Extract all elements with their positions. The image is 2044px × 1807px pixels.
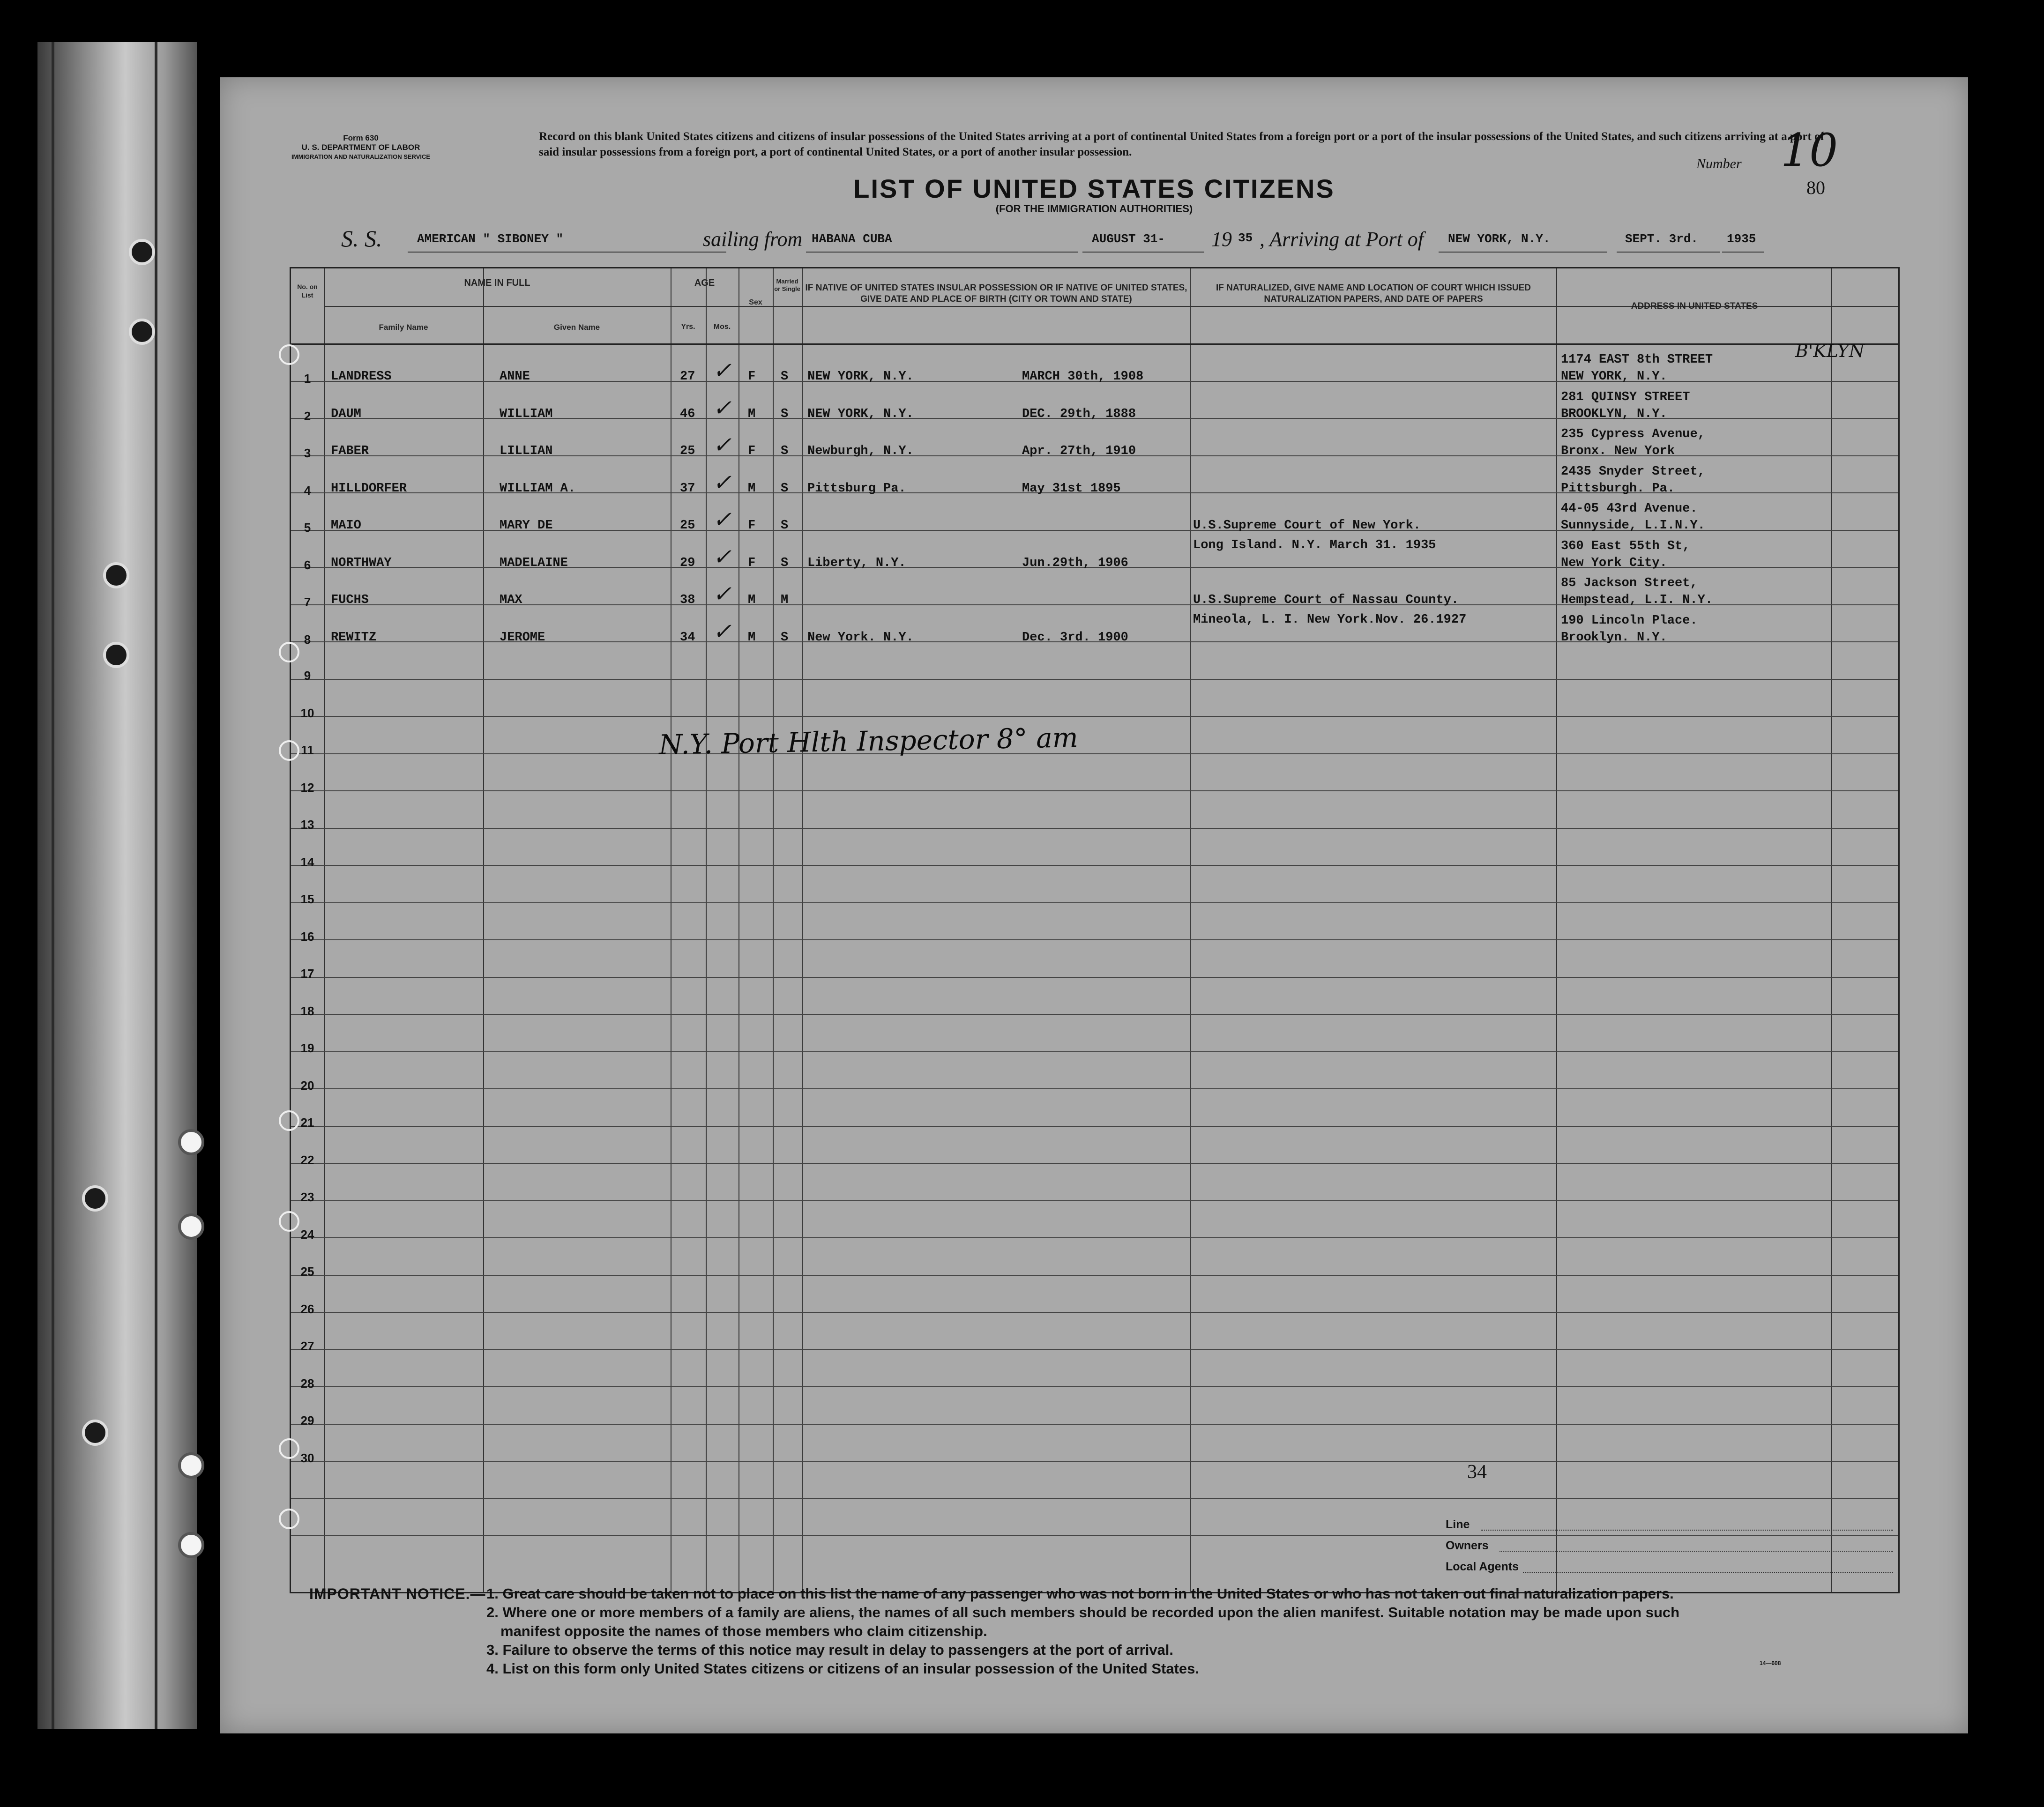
address-line: 360 East 55th St, (1561, 539, 1690, 553)
page-subtitle: (FOR THE IMMIGRATION AUTHORITIES) (995, 203, 1193, 215)
address-line: Pittsburgh. Pa. (1561, 481, 1675, 496)
row-number: 5 (304, 521, 311, 535)
list-number: 10 (1781, 124, 1838, 177)
row-divider (291, 1126, 1898, 1127)
family-name: DAUM (331, 407, 361, 421)
sex: M (748, 593, 756, 607)
family-name: HILLDORFER (331, 481, 407, 496)
row-divider (291, 939, 1898, 940)
header-yrs: Yrs. (681, 323, 695, 331)
address-line: 44-05 43rd Avenue. (1561, 502, 1698, 516)
row-number: 13 (300, 818, 314, 832)
arriving-label: , Arriving at Port of (1260, 228, 1424, 251)
punch-hole (279, 1509, 299, 1529)
ship-name: AMERICAN " SIBONEY " (417, 232, 564, 246)
birth-date: DEC. 29th, 1888 (1022, 407, 1136, 421)
marital-status: S (781, 519, 789, 533)
sex: M (748, 481, 756, 496)
binder-hole (103, 562, 129, 588)
binder-edge (155, 42, 157, 1729)
age: 29 (680, 556, 695, 570)
given-name: WILLIAM (500, 407, 553, 421)
birth-place: Newburgh, N.Y. (807, 444, 914, 458)
family-name: FUCHS (331, 593, 369, 607)
address-line: 235 Cypress Avenue, (1561, 427, 1705, 441)
corner-number: 80 (1806, 177, 1825, 198)
address-line: Bronx. New York (1561, 444, 1675, 458)
row-divider (291, 1237, 1898, 1238)
row-divider (291, 977, 1898, 978)
given-name: MADELAINE (500, 556, 568, 570)
row-divider (291, 865, 1898, 866)
service-name: IMMIGRATION AND NATURALIZATION SERVICE (291, 153, 431, 160)
row-number: 2 (304, 409, 311, 423)
record-instructions: Record on this blank United States citizens and citizens of insular possessions of the United States arriving at a port of continental United States from a foreign port or a port of the insular possessions of the United States, and such citizens arriving at a port of said insular possessions from a foreign port, a port of continental United States, or a port of another insular possession. (539, 130, 1824, 158)
row-number: 25 (300, 1264, 314, 1279)
header-married-single: Married or Single (774, 278, 800, 292)
address-line: Brooklyn. N.Y. (1561, 630, 1667, 645)
form-number: Form 630 (343, 134, 379, 142)
marital-status: S (781, 444, 789, 458)
row-number: 4 (304, 483, 311, 498)
punch-hole (279, 1110, 299, 1131)
manifest-page (220, 77, 1968, 1733)
punch-hole (279, 642, 299, 662)
row-divider (291, 753, 1898, 754)
given-name: LILLIAN (500, 444, 553, 458)
row-divider (291, 1312, 1898, 1313)
row-number: 22 (300, 1153, 314, 1167)
address-line: 1174 EAST 8th STREET (1561, 353, 1713, 367)
row-divider (291, 1386, 1898, 1387)
family-name: FABER (331, 444, 369, 458)
header-name-in-full: NAME IN FULL (464, 278, 530, 288)
family-name: MAIO (331, 519, 361, 533)
local-agents-label: Local Agents (1446, 1560, 1519, 1573)
punch-hole (279, 1211, 299, 1232)
notice-item-2: 2. Where one or more members of a family are aliens, the names of all such members should be recorded upon the alien manifest. Suitable notation may be made upon such (486, 1604, 1680, 1621)
naturalization-court: Mineola, L. I. New York.Nov. 26.1927 (1193, 613, 1467, 627)
row-number: 23 (300, 1190, 314, 1204)
address-line: BROOKLYN, N.Y. (1561, 407, 1667, 421)
row-number: 19 (300, 1041, 314, 1055)
birth-place: NEW YORK, N.Y. (807, 407, 914, 421)
row-number: 11 (301, 743, 314, 757)
row-divider (291, 1051, 1898, 1052)
punch-hole (279, 344, 299, 365)
header-mos: Mos. (713, 323, 731, 331)
address-line: Hempstead, L.I. N.Y. (1561, 593, 1713, 607)
row-number: 6 (304, 558, 311, 572)
header-naturalized: IF NATURALIZED, GIVE NAME AND LOCATION OF COURT WHICH ISSUED NATURALIZATION PAPERS, AND DATE OF PAPERS (1216, 283, 1531, 304)
birth-place: Liberty, N.Y. (807, 556, 906, 570)
stamp-number: 34 (1467, 1461, 1487, 1483)
port-underline (1439, 252, 1607, 253)
sex: F (748, 556, 756, 570)
row-number: 24 (300, 1227, 314, 1242)
row-number: 10 (300, 706, 314, 720)
row-divider (291, 1088, 1898, 1089)
age: 37 (680, 481, 695, 496)
notice-item-4: 4. List on this form only United States citizens or citizens of an insular possession of the United States. (486, 1660, 1199, 1677)
row-number: 8 (304, 632, 311, 647)
given-name: MARY DE (500, 519, 553, 533)
passenger-table (290, 267, 1900, 1593)
punch-hole (279, 740, 299, 761)
row-number: 15 (300, 892, 314, 906)
sex: M (748, 407, 756, 421)
row-number: 29 (300, 1413, 314, 1428)
binder-hole (178, 1532, 204, 1558)
sex: F (748, 519, 756, 533)
address-line: Sunnyside, L.I.N.Y. (1561, 519, 1705, 533)
family-name: REWITZ (331, 630, 377, 645)
marital-status: S (781, 630, 789, 645)
check-mark-icon: ✓ (713, 469, 732, 496)
header-birth: IF NATIVE OF UNITED STATES INSULAR POSSESSION OR IF NATIVE OF UNITED STATES, GIVE DATE AND PLACE OF BIRTH (CITY OR TOWN AND STATE) (805, 283, 1187, 304)
birth-place: NEW YORK, N.Y. (807, 370, 914, 384)
row-number: 7 (304, 595, 311, 609)
marital-status: S (781, 407, 789, 421)
birth-date: Jun.29th, 1906 (1022, 556, 1128, 570)
departure-date: AUGUST 31- (1092, 232, 1165, 246)
form-info (286, 134, 436, 162)
header-given-name: Given Name (553, 323, 600, 332)
row-divider (291, 1498, 1898, 1499)
sex: M (748, 630, 756, 645)
owners-label: Owners (1446, 1539, 1489, 1552)
row-divider (291, 1014, 1898, 1015)
age: 46 (680, 407, 695, 421)
notice-item-3: 3. Failure to observe the terms of this notice may result in delay to passengers at the port of arrival. (486, 1642, 1174, 1658)
sex: F (748, 370, 756, 384)
marital-status: S (781, 481, 789, 496)
check-mark-icon: ✓ (713, 394, 732, 421)
address-line: 281 QUINSY STREET (1561, 390, 1690, 404)
row-number: 20 (300, 1078, 314, 1093)
row-divider (291, 716, 1898, 717)
row-divider (291, 1275, 1898, 1276)
row-divider (291, 902, 1898, 903)
punch-hole (279, 1438, 299, 1459)
naturalization-court: U.S.Supreme Court of New York. (1193, 519, 1421, 533)
year-suffix: 35 (1238, 231, 1253, 245)
birth-date: May 31st 1895 (1022, 481, 1121, 496)
date-underline (1082, 252, 1204, 253)
row-number: 16 (300, 929, 314, 944)
age: 27 (680, 370, 695, 384)
departure-port: HABANA CUBA (812, 232, 892, 246)
row-divider (291, 1349, 1898, 1350)
header-age: AGE (694, 278, 715, 288)
header-address: ADDRESS IN UNITED STATES (1631, 301, 1758, 311)
row-number: 3 (304, 446, 311, 460)
binder-hole (178, 1452, 204, 1479)
row-number: 17 (300, 967, 314, 981)
row-divider (291, 1535, 1898, 1536)
header-no: No. on List (297, 283, 318, 299)
row-number: 1 (304, 372, 311, 386)
address-handwritten-note: B'KLYN (1795, 341, 1865, 361)
age: 25 (680, 444, 695, 458)
row-divider (291, 1200, 1898, 1201)
header-sex: Sex (749, 298, 762, 306)
given-name: JEROME (500, 630, 545, 645)
year-prefix: 19 (1211, 228, 1232, 251)
handwritten-inspector-note: N.Y. Port Hlth Inspector 8° am (658, 721, 1079, 761)
form-code: 14—608 (1760, 1660, 1781, 1666)
row-number: 18 (300, 1004, 314, 1018)
number-label: Number (1696, 156, 1742, 171)
row-divider (291, 679, 1898, 680)
arrival-date-underline (1617, 252, 1720, 253)
address-line: 85 Jackson Street, (1561, 576, 1698, 590)
year-underline (1722, 252, 1764, 253)
arrival-date: SEPT. 3rd. (1625, 232, 1699, 246)
check-mark-icon: ✓ (713, 618, 732, 645)
age: 25 (680, 519, 695, 533)
check-mark-icon: ✓ (713, 432, 732, 458)
given-name: MAX (500, 593, 522, 607)
binder-edge (52, 42, 54, 1729)
address-line: New York City. (1561, 556, 1667, 570)
given-name: ANNE (500, 370, 530, 384)
row-divider (291, 828, 1898, 829)
page-title: LIST OF UNITED STATES CITIZENS (853, 174, 1335, 203)
family-name: NORTHWAY (331, 556, 392, 570)
age: 38 (680, 593, 695, 607)
row-number: 21 (300, 1115, 314, 1130)
notice-lead: IMPORTANT NOTICE.— (309, 1585, 486, 1602)
naturalization-court: Long Island. N.Y. March 31. 1935 (1193, 538, 1436, 552)
marital-status: S (781, 370, 789, 384)
birth-date: Apr. 27th, 1910 (1022, 444, 1136, 458)
arrival-year: 1935 (1727, 232, 1756, 246)
binder-hole (129, 319, 155, 345)
binder-hole (129, 239, 155, 265)
check-mark-icon: ✓ (713, 543, 732, 570)
row-number: 27 (300, 1339, 314, 1353)
age: 34 (680, 630, 695, 645)
department-name: U. S. DEPARTMENT OF LABOR (301, 143, 420, 152)
row-divider (291, 790, 1898, 791)
birth-date: Dec. 3rd. 1900 (1022, 630, 1128, 645)
header-family-name: Family Name (379, 323, 428, 332)
naturalization-court: U.S.Supreme Court of Nassau County. (1193, 593, 1459, 607)
arrival-port: NEW YORK, N.Y. (1448, 232, 1551, 246)
row-number: 28 (300, 1376, 314, 1391)
row-number: 14 (300, 855, 314, 869)
check-mark-icon: ✓ (713, 357, 732, 384)
birth-place: New York. N.Y. (807, 630, 914, 645)
notice-item-2-cont: manifest opposite the names of those members who claim citizenship. (500, 1623, 987, 1639)
row-number: 9 (304, 669, 311, 683)
row-number: 30 (300, 1450, 314, 1465)
sailing-from-label: sailing from (703, 228, 803, 251)
binder-hole (82, 1420, 108, 1446)
birth-place: Pittsburg Pa. (807, 481, 906, 496)
address-line: 190 Lincoln Place. (1561, 613, 1698, 628)
ship-underline (408, 252, 726, 253)
birth-date: MARCH 30th, 1908 (1022, 370, 1144, 384)
ss-label: S. S. (341, 225, 382, 252)
check-mark-icon: ✓ (713, 581, 732, 607)
binder-hole (82, 1185, 108, 1212)
check-mark-icon: ✓ (713, 506, 732, 533)
binder-hole (178, 1213, 204, 1240)
departure-underline (806, 252, 1078, 253)
row-divider (291, 1461, 1898, 1462)
binder-hole (103, 642, 129, 668)
row-divider (291, 1424, 1898, 1425)
sex: F (748, 444, 756, 458)
binder-hole (178, 1129, 204, 1155)
marital-status: M (781, 593, 789, 607)
row-number: 26 (300, 1301, 314, 1316)
notice-item-1: 1. Great care should be taken not to place on this list the name of any passenger who was not born in the United States or who has not taken out final naturalization papers. (486, 1585, 1674, 1602)
line-label: Line (1446, 1518, 1470, 1531)
family-name: LANDRESS (331, 370, 392, 384)
marital-status: S (781, 556, 789, 570)
row-number: 12 (300, 780, 314, 795)
binder-strip (37, 42, 197, 1729)
given-name: WILLIAM A. (500, 481, 576, 496)
address-line: NEW YORK, N.Y. (1561, 370, 1667, 384)
row-divider (291, 1163, 1898, 1164)
address-line: 2435 Snyder Street, (1561, 464, 1705, 479)
